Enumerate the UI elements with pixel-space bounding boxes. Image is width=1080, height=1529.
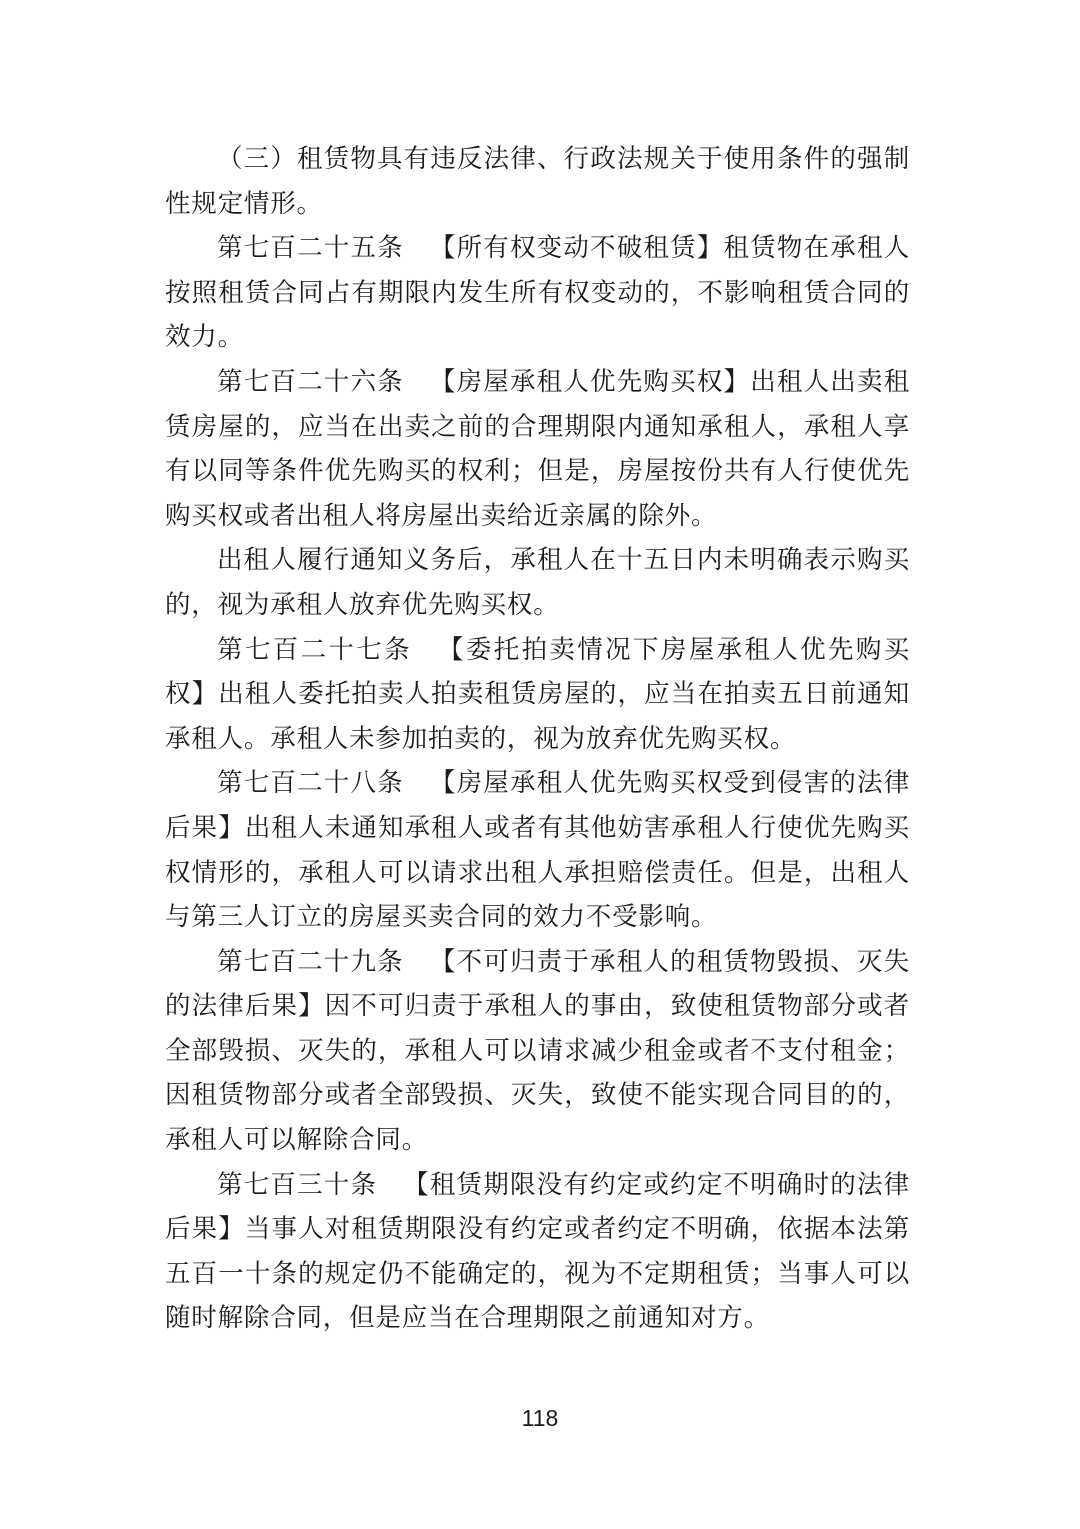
article-number: 第七百三十条	[217, 1169, 378, 1200]
page-body	[165, 137, 910, 1341]
article-725	[165, 226, 910, 360]
article-number: 第七百二十九条	[217, 946, 404, 977]
article-729	[165, 940, 910, 1163]
article-number: 第七百二十七条	[217, 634, 412, 665]
article-730	[165, 1163, 910, 1341]
article-text: 【所有权变动不破租赁】租赁物在承租人按照租赁合同占有期限内发生所有权变动的，不影响租赁合同的效力。	[165, 233, 910, 353]
article-number: 第七百二十六条	[217, 366, 404, 397]
article-726	[165, 360, 910, 538]
article-number: 第七百二十八条	[217, 768, 404, 799]
article-726-paragraph-2	[165, 538, 910, 627]
article-text: 【租赁期限没有约定或约定不明确时的法律后果】当事人对租赁期限没有约定或者约定不明确，依据本法第五百一十条的规定仍不能确定的，视为不定期租赁；当事人可以随时解除合同，但是应当在合理期限之前通知对方。	[165, 1169, 910, 1334]
article-number: 第七百二十五条	[217, 233, 404, 264]
paragraph-text: （三）租赁物具有违反法律、行政法规关于使用条件的强制性规定情形。	[165, 144, 910, 219]
paragraph-text: 出租人履行通知义务后，承租人在十五日内未明确表示购买的，视为承租人放弃优先购买权。	[165, 545, 910, 620]
article-728	[165, 761, 910, 939]
article-text: 【不可归责于承租人的租赁物毁损、灭失的法律后果】因不可归责于承租人的事由，致使租赁物部分或者全部毁损、灭失的，承租人可以请求减少租金或者不支付租金；因租赁物部分或者全部毁损、灭失，致使不能实现合同目的的，承租人可以解除合同。	[165, 946, 910, 1156]
article-727	[165, 628, 910, 762]
article-text: 【房屋承租人优先购买权受到侵害的法律后果】出租人未通知承租人或者有其他妨害承租人行使优先购买权情形的，承租人可以请求出租人承担赔偿责任。但是，出租人与第三人订立的房屋买卖合同的效力不受影响。	[165, 768, 910, 933]
article-text: 【委托拍卖情况下房屋承租人优先购买权】出租人委托拍卖人拍卖租赁房屋的，应当在拍卖五日前通知承租人。承租人未参加拍卖的，视为放弃优先购买权。	[165, 634, 910, 754]
paragraph-item-3	[165, 137, 910, 226]
page-number: 118	[521, 1405, 559, 1431]
article-text: 【房屋承租人优先购买权】出租人出卖租赁房屋的，应当在出卖之前的合理期限内通知承租人，承租人享有以同等条件优先购买的权利；但是，房屋按份共有人行使优先购买权或者出租人将房屋出卖给近亲属的除外。	[165, 366, 910, 531]
